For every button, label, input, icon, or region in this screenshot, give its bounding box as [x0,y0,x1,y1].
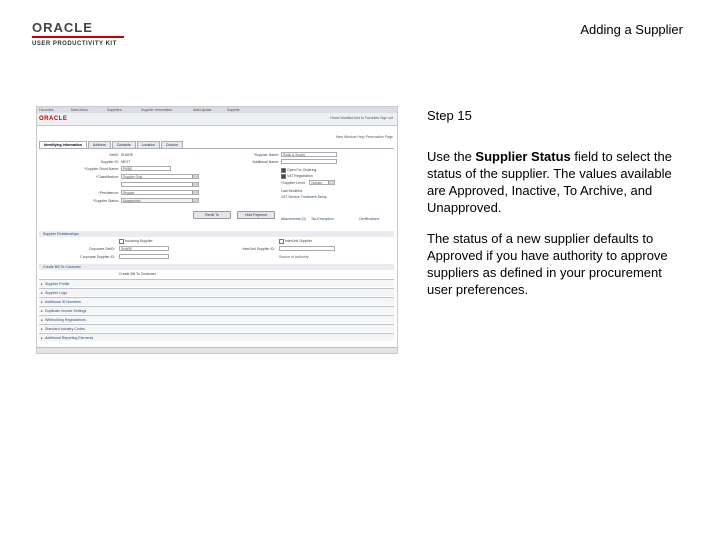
logo-subtitle: USER PRODUCTIVITY KIT [32,41,117,47]
instruction-panel [427,107,687,312]
short-name-label: *Supplier Short Name: [84,167,119,171]
tab-contacts[interactable]: Contacts [112,141,136,148]
threshold-link[interactable]: VAT Service Treatment Setup [281,195,327,199]
chevron-down-icon [328,181,334,184]
supplier-name-label: *Supplier Name: [253,153,279,157]
nav-item[interactable]: Suppliers [107,108,122,112]
interunit-label: InterUnit Supplier ID: [242,247,275,251]
supplier-name-input[interactable]: Radio & Supply [281,152,337,157]
section-duplicate-invoice[interactable]: ▸ Duplicate Invoice Settings [39,306,394,314]
tab-custom[interactable]: Custom [161,141,183,148]
persistence-value: Regular [123,191,135,195]
page-tabs [39,141,184,148]
persistence-label: *Persistence: [98,191,119,195]
tab-location[interactable]: Location [137,141,160,148]
certifications-link[interactable]: Certifications [359,217,380,221]
brand-bar [37,113,397,126]
additional-name-label: Additional Name: [252,160,279,164]
section-reporting-elements[interactable]: ▸ Additional Reporting Elements [39,333,394,341]
attachments-link[interactable]: Attachments (0) [281,217,306,221]
corporate-supplier-label: Corporate Supplier ID: [80,255,115,259]
supplier-level-value: Outside [311,181,322,185]
expand-icon: ▸ [41,318,43,322]
nav-item[interactable]: Supplier Information [141,108,173,112]
section-industry-codes[interactable]: ▸ Standard Industry Codes [39,324,394,332]
tab-identifying-information[interactable]: Identifying Information [39,141,87,148]
supplier-level-label: *Supplier Level: [281,181,306,185]
chevron-down-icon [192,199,198,202]
section-additional-id[interactable]: ▸ Additional ID Numbers [39,297,394,305]
bill-to-option[interactable]: Create Bill To Customer [119,272,156,276]
instruction-text: Use the Supplier Status field to select the status of the supplier. The values available are Approved, Inactive, To Archive, and Unapproved. [427,149,672,215]
nav-item[interactable]: Main Menu [71,108,89,112]
slide-title: Adding a Supplier [580,22,683,37]
checkbox-checked[interactable] [281,174,286,179]
checkbox[interactable] [119,239,124,244]
expand-icon: ▸ [41,336,43,340]
supplier-status-value: Unapproved [123,199,141,203]
additional-name-input[interactable] [281,159,337,164]
status-extra-select[interactable] [121,182,199,187]
expand-icon: ▸ [41,309,43,313]
identifying-information-panel [39,148,394,224]
chevron-down-icon [192,183,198,186]
expand-icon: ▸ [41,300,43,304]
brand-logo: ORACLE [39,116,68,122]
application-screenshot [36,106,398,354]
setid-label: SetID: [109,153,119,157]
chevron-down-icon [192,191,198,194]
corporate-supplier-input[interactable] [119,254,169,259]
persistence-select[interactable] [121,190,199,195]
nav-item[interactable]: Supplier [227,108,240,112]
interunit-input[interactable] [279,246,335,251]
remit-to-button[interactable]: Remit To [193,211,231,219]
classification-value: Supplier Only [123,175,143,179]
tab-address[interactable]: Address [88,141,111,148]
expand-icon: ▸ [41,291,43,295]
page-toolbar[interactable]: New Window Help Personalize Page [336,135,393,139]
checkbox[interactable] [279,239,284,244]
oracle-upk-logo [32,22,132,50]
nav-item[interactable]: Favorites [39,108,54,112]
horizontal-scrollbar[interactable] [37,347,397,353]
logo-divider [32,36,124,38]
section-withholding[interactable]: ▸ Withholding Registrations [39,315,394,323]
section-supplier-logo[interactable]: ▸ Supplier Logo [39,288,394,296]
interunit-check-label: InterUnit Supplier [285,239,313,243]
note-text: The status of a new supplier defaults to Approved if you have authority to approve suppliers as defined in your procurement user preferences. [427,231,668,297]
step-label: Step 15 [427,108,472,123]
supplier-status-label: *Supplier Status: [92,199,119,203]
invoicing-label: Invoicing Supplier [125,239,153,243]
setid-value: SHARE [121,153,134,157]
expand-icon: ▸ [41,327,43,331]
supplier-id-value: NEXT [121,160,131,164]
source-of-authority-label: Source of Authority [279,255,309,259]
supplier-id-label: Supplier ID: [100,160,119,164]
nav-item[interactable]: Add/Update [193,108,212,112]
corporate-setid-label: Corporate SetID: [88,247,115,251]
supplier-level-select[interactable] [309,180,335,185]
short-name-input[interactable]: PMBE [121,166,171,171]
supplier-status-select[interactable] [121,198,199,203]
classification-label: *Classification: [96,175,119,179]
vat-registration-label: VAT Registration [287,174,313,178]
field-name-emphasis: Supplier Status [475,149,571,164]
section-supplier-profile[interactable]: ▸ Supplier Profile [39,279,394,287]
last-modified-label: Last Modified: [281,189,303,193]
tax-exemption-link[interactable]: Tax Exemption [311,217,334,221]
checkbox-checked[interactable] [281,168,286,173]
supplier-relationships-header: Supplier Relationships [39,231,394,237]
header-links[interactable]: Home Worklist Add to Favorites Sign out [330,116,393,120]
bill-to-header: Create Bill To Customer [39,264,394,270]
chevron-down-icon [192,175,198,178]
corporate-setid-input[interactable]: SHARE [119,246,169,251]
classification-select[interactable] [121,174,199,179]
logo-wordmark: ORACLE [32,20,93,35]
expand-icon: ▸ [41,282,43,286]
hold-payment-button[interactable]: Hold Payment [237,211,275,219]
open-for-ordering-label: Open For Ordering [287,168,317,172]
